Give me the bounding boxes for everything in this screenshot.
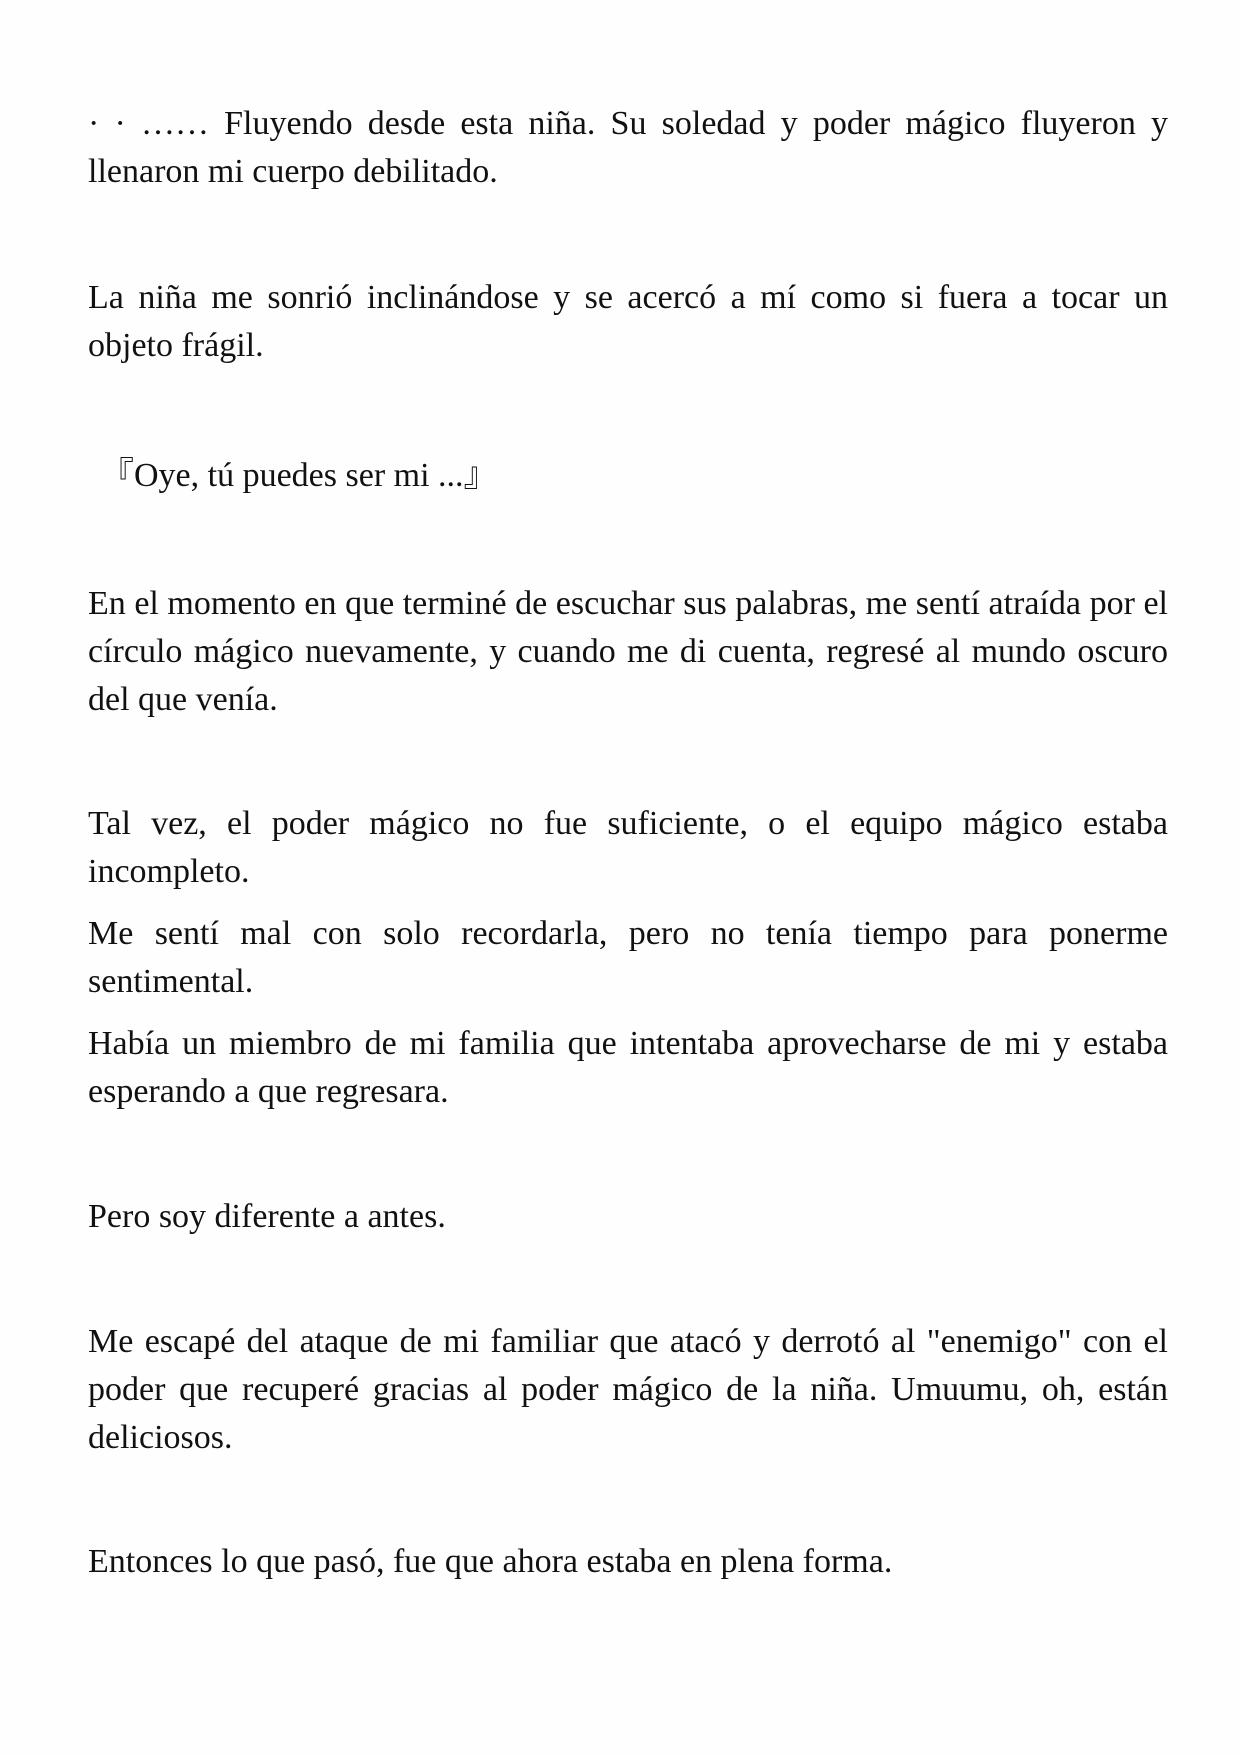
paragraph-8: Me escapé del ataque de mi familiar que atacó y derrotó al "enemigo" con el poder que recuperé gracias al poder mágico de la niña. Umuumu, oh, están deliciosos. bbox=[88, 1323, 1168, 1456]
paragraph-3: En el momento en que terminé de escuchar sus palabras, me sentí atraída por el círculo mágico nuevamente, y cuando me di cuenta, regresé al mundo oscuro del que venía. bbox=[88, 585, 1168, 718]
paragraph-6: Había un miembro de mi familia que intentaba aprovecharse de mi y estaba esperando a que regresara. bbox=[88, 1025, 1168, 1110]
paragraph-2: La niña me sonrió inclinándose y se acercó a mí como si fuera a tocar un objeto frágil. bbox=[88, 279, 1168, 364]
paragraph-7: Pero soy diferente a antes. bbox=[88, 1198, 446, 1235]
dialogue-line: 『Oye, tú puedes ser mi ...』 bbox=[100, 457, 498, 494]
paragraph-4: Tal vez, el poder mágico no fue suficiente, o el equipo mágico estaba incompleto. bbox=[88, 805, 1168, 890]
paragraph-5: Me sentí mal con solo recordarla, pero no tenía tiempo para ponerme sentimental. bbox=[88, 915, 1168, 1000]
paragraph-9: Entonces lo que pasó, fue que ahora estaba en plena forma. bbox=[88, 1543, 893, 1580]
paragraph-1: · · …… Fluyendo desde esta niña. Su soledad y poder mágico fluyeron y llenaron mi cuerpo debilitado. bbox=[88, 105, 1168, 190]
